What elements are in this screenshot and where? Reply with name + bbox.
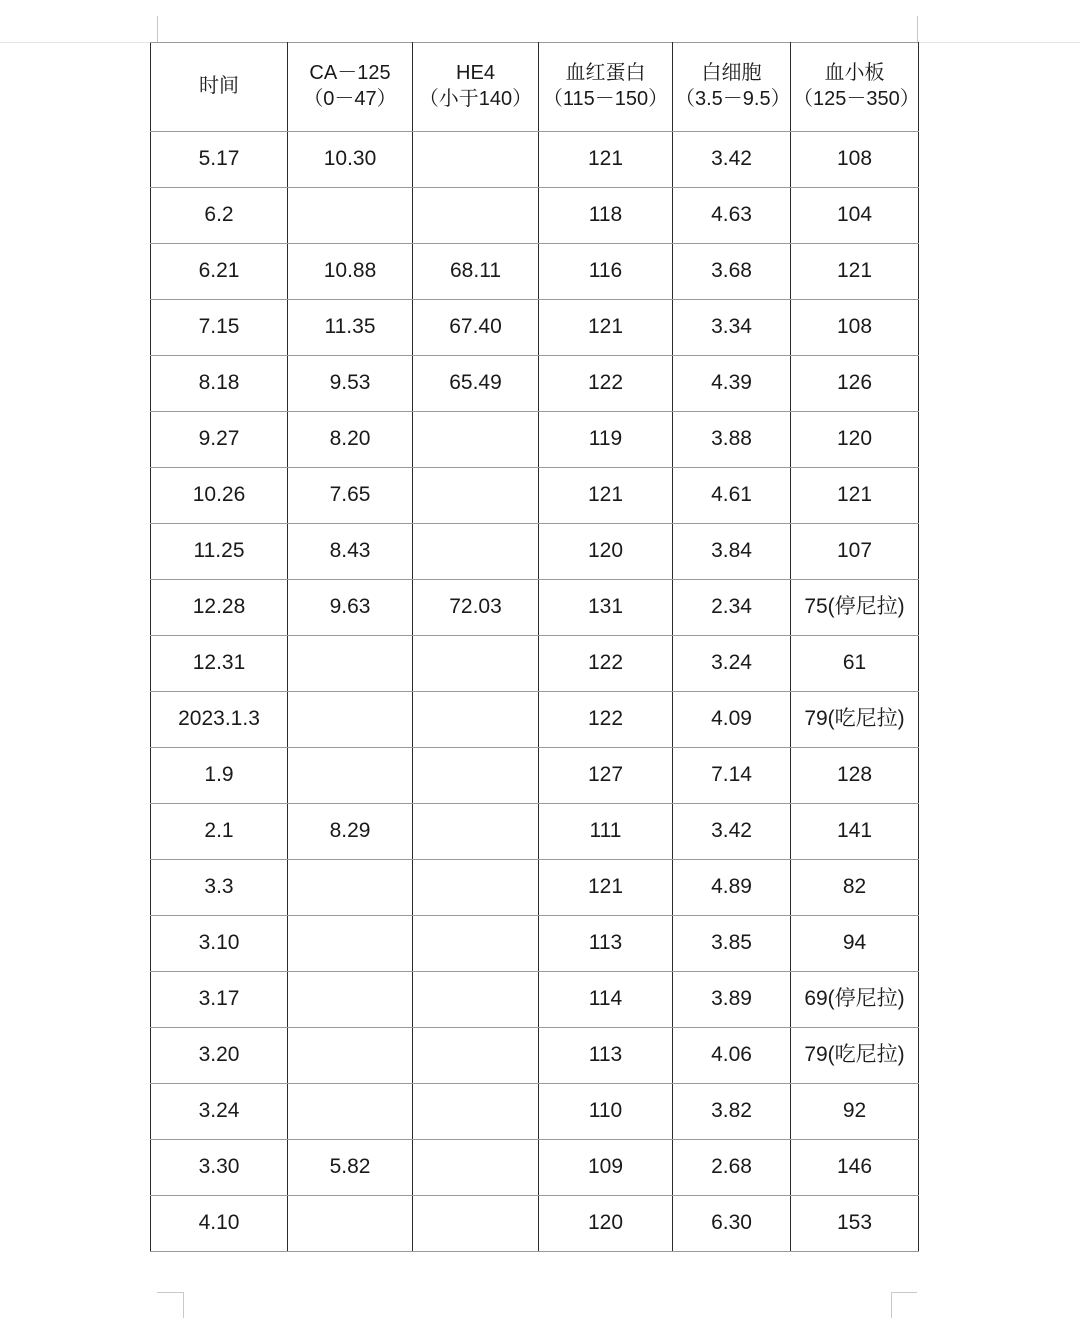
table-row xyxy=(151,1084,919,1140)
cell-wbc: 3.42 xyxy=(673,132,791,188)
cell-wbc: 4.39 xyxy=(673,356,791,412)
cell-ca125: 5.82 xyxy=(288,1140,413,1196)
cell-ca125: 10.88 xyxy=(288,244,413,300)
cell-hemoglobin: 116 xyxy=(539,244,673,300)
table-row xyxy=(151,692,919,748)
table-row xyxy=(151,412,919,468)
cell-platelet: 121 xyxy=(791,468,919,524)
cell-hemoglobin: 120 xyxy=(539,1196,673,1252)
table-row xyxy=(151,132,919,188)
column-header-hemoglobin xyxy=(539,43,673,132)
cell-time: 3.30 xyxy=(151,1140,288,1196)
cell-time: 3.10 xyxy=(151,916,288,972)
cell-he4 xyxy=(413,636,539,692)
cell-wbc: 2.68 xyxy=(673,1140,791,1196)
cell-platelet: 141 xyxy=(791,804,919,860)
column-header-reference-range: （3.5－9.5） xyxy=(675,88,791,110)
column-header-wbc xyxy=(673,43,791,132)
cell-wbc: 4.06 xyxy=(673,1028,791,1084)
cell-hemoglobin: 122 xyxy=(539,636,673,692)
cell-ca125 xyxy=(288,692,413,748)
cell-wbc: 4.63 xyxy=(673,188,791,244)
cell-ca125 xyxy=(288,1028,413,1084)
cell-platelet: 75(停尼拉) xyxy=(791,580,919,636)
cell-hemoglobin: 131 xyxy=(539,580,673,636)
cell-ca125 xyxy=(288,1084,413,1140)
cell-wbc: 3.88 xyxy=(673,412,791,468)
table-row xyxy=(151,972,919,1028)
cell-wbc: 2.34 xyxy=(673,580,791,636)
cell-he4 xyxy=(413,468,539,524)
table-row xyxy=(151,860,919,916)
cell-ca125: 10.30 xyxy=(288,132,413,188)
table-row xyxy=(151,636,919,692)
cell-ca125 xyxy=(288,860,413,916)
cell-he4 xyxy=(413,1196,539,1252)
cell-wbc: 3.82 xyxy=(673,1084,791,1140)
table-header xyxy=(151,43,919,132)
cell-time: 11.25 xyxy=(151,524,288,580)
cell-ca125: 8.43 xyxy=(288,524,413,580)
cell-time: 3.17 xyxy=(151,972,288,1028)
cell-platelet: 82 xyxy=(791,860,919,916)
column-header-name: 血小板 xyxy=(824,62,885,85)
column-header-name: HE4 xyxy=(456,62,495,85)
cell-platelet: 61 xyxy=(791,636,919,692)
cell-he4 xyxy=(413,188,539,244)
column-header-name: 时间 xyxy=(199,75,239,98)
cell-platelet: 108 xyxy=(791,300,919,356)
column-header-reference-range: （0－47） xyxy=(303,88,397,110)
cell-he4 xyxy=(413,1028,539,1084)
column-header-name: 白细胞 xyxy=(701,62,762,85)
cell-ca125: 8.29 xyxy=(288,804,413,860)
cell-wbc: 3.42 xyxy=(673,804,791,860)
cell-time: 10.26 xyxy=(151,468,288,524)
cell-hemoglobin: 110 xyxy=(539,1084,673,1140)
cell-ca125 xyxy=(288,972,413,1028)
table-row xyxy=(151,524,919,580)
cell-time: 6.21 xyxy=(151,244,288,300)
table-row xyxy=(151,1140,919,1196)
cell-hemoglobin: 121 xyxy=(539,860,673,916)
cell-platelet: 153 xyxy=(791,1196,919,1252)
cell-wbc: 4.61 xyxy=(673,468,791,524)
column-header-platelet xyxy=(791,43,919,132)
cell-he4 xyxy=(413,804,539,860)
cell-he4 xyxy=(413,692,539,748)
table-row xyxy=(151,244,919,300)
cell-ca125 xyxy=(288,636,413,692)
cell-ca125: 9.53 xyxy=(288,356,413,412)
cell-time: 1.9 xyxy=(151,748,288,804)
cell-time: 2.1 xyxy=(151,804,288,860)
cell-platelet: 120 xyxy=(791,412,919,468)
cell-platelet: 104 xyxy=(791,188,919,244)
cell-he4 xyxy=(413,972,539,1028)
cell-ca125: 7.65 xyxy=(288,468,413,524)
cell-he4: 67.40 xyxy=(413,300,539,356)
cell-hemoglobin: 121 xyxy=(539,132,673,188)
table-row xyxy=(151,1196,919,1252)
cell-hemoglobin: 121 xyxy=(539,300,673,356)
cell-he4: 72.03 xyxy=(413,580,539,636)
cell-hemoglobin: 114 xyxy=(539,972,673,1028)
cell-ca125 xyxy=(288,1196,413,1252)
cell-wbc: 3.34 xyxy=(673,300,791,356)
table-row xyxy=(151,804,919,860)
cell-platelet: 126 xyxy=(791,356,919,412)
cell-ca125 xyxy=(288,916,413,972)
column-header-name: CA－125 xyxy=(309,62,391,85)
cell-wbc: 3.24 xyxy=(673,636,791,692)
cell-time: 3.20 xyxy=(151,1028,288,1084)
column-header-he4 xyxy=(413,43,539,132)
cell-platelet: 108 xyxy=(791,132,919,188)
table-row xyxy=(151,188,919,244)
cell-time: 12.31 xyxy=(151,636,288,692)
cell-wbc: 4.09 xyxy=(673,692,791,748)
cell-time: 7.15 xyxy=(151,300,288,356)
cell-he4 xyxy=(413,412,539,468)
column-header-reference-range: （小于140） xyxy=(418,88,533,110)
table-row xyxy=(151,916,919,972)
cell-time: 4.10 xyxy=(151,1196,288,1252)
cell-he4: 65.49 xyxy=(413,356,539,412)
cell-he4 xyxy=(413,524,539,580)
table-row xyxy=(151,356,919,412)
cell-time: 12.28 xyxy=(151,580,288,636)
table-body xyxy=(151,132,919,1252)
cell-wbc: 3.84 xyxy=(673,524,791,580)
table-row xyxy=(151,580,919,636)
cell-wbc: 7.14 xyxy=(673,748,791,804)
cell-he4 xyxy=(413,1140,539,1196)
cell-platelet: 79(吃尼拉) xyxy=(791,1028,919,1084)
cell-platelet: 69(停尼拉) xyxy=(791,972,919,1028)
column-header-reference-range: （115－150） xyxy=(542,88,669,110)
cell-wbc: 6.30 xyxy=(673,1196,791,1252)
cell-hemoglobin: 118 xyxy=(539,188,673,244)
cell-wbc: 3.68 xyxy=(673,244,791,300)
cell-wbc: 4.89 xyxy=(673,860,791,916)
crop-mark-bottom-left xyxy=(157,1292,183,1318)
cell-time: 9.27 xyxy=(151,412,288,468)
lab-results-table xyxy=(150,42,919,1252)
cell-hemoglobin: 127 xyxy=(539,748,673,804)
cell-platelet: 146 xyxy=(791,1140,919,1196)
cell-time: 3.3 xyxy=(151,860,288,916)
cell-hemoglobin: 121 xyxy=(539,468,673,524)
cell-wbc: 3.85 xyxy=(673,916,791,972)
crop-mark-top-left xyxy=(157,16,183,42)
cell-time: 2023.1.3 xyxy=(151,692,288,748)
cell-ca125: 9.63 xyxy=(288,580,413,636)
cell-hemoglobin: 111 xyxy=(539,804,673,860)
cell-hemoglobin: 120 xyxy=(539,524,673,580)
cell-hemoglobin: 119 xyxy=(539,412,673,468)
cell-ca125 xyxy=(288,748,413,804)
cell-ca125: 11.35 xyxy=(288,300,413,356)
cell-platelet: 79(吃尼拉) xyxy=(791,692,919,748)
table-row xyxy=(151,1028,919,1084)
table-header-row xyxy=(151,43,919,132)
column-header-time xyxy=(151,43,288,132)
crop-mark-top-right xyxy=(891,16,917,42)
cell-platelet: 107 xyxy=(791,524,919,580)
cell-he4 xyxy=(413,1084,539,1140)
cell-he4: 68.11 xyxy=(413,244,539,300)
cell-hemoglobin: 122 xyxy=(539,356,673,412)
cell-hemoglobin: 113 xyxy=(539,1028,673,1084)
cell-time: 5.17 xyxy=(151,132,288,188)
lab-results-table-container xyxy=(150,42,918,1252)
cell-platelet: 121 xyxy=(791,244,919,300)
column-header-name: 血红蛋白 xyxy=(565,62,646,85)
table-row xyxy=(151,468,919,524)
cell-hemoglobin: 113 xyxy=(539,916,673,972)
cell-hemoglobin: 109 xyxy=(539,1140,673,1196)
table-row xyxy=(151,748,919,804)
cell-time: 8.18 xyxy=(151,356,288,412)
cell-he4 xyxy=(413,860,539,916)
cell-he4 xyxy=(413,132,539,188)
cell-he4 xyxy=(413,916,539,972)
cell-platelet: 94 xyxy=(791,916,919,972)
cell-time: 3.24 xyxy=(151,1084,288,1140)
cell-ca125: 8.20 xyxy=(288,412,413,468)
cell-platelet: 128 xyxy=(791,748,919,804)
cell-wbc: 3.89 xyxy=(673,972,791,1028)
crop-mark-bottom-right xyxy=(891,1292,917,1318)
column-header-reference-range: （125－350） xyxy=(793,88,920,110)
cell-ca125 xyxy=(288,188,413,244)
cell-platelet: 92 xyxy=(791,1084,919,1140)
table-row xyxy=(151,300,919,356)
column-header-ca125 xyxy=(288,43,413,132)
cell-he4 xyxy=(413,748,539,804)
cell-time: 6.2 xyxy=(151,188,288,244)
cell-hemoglobin: 122 xyxy=(539,692,673,748)
